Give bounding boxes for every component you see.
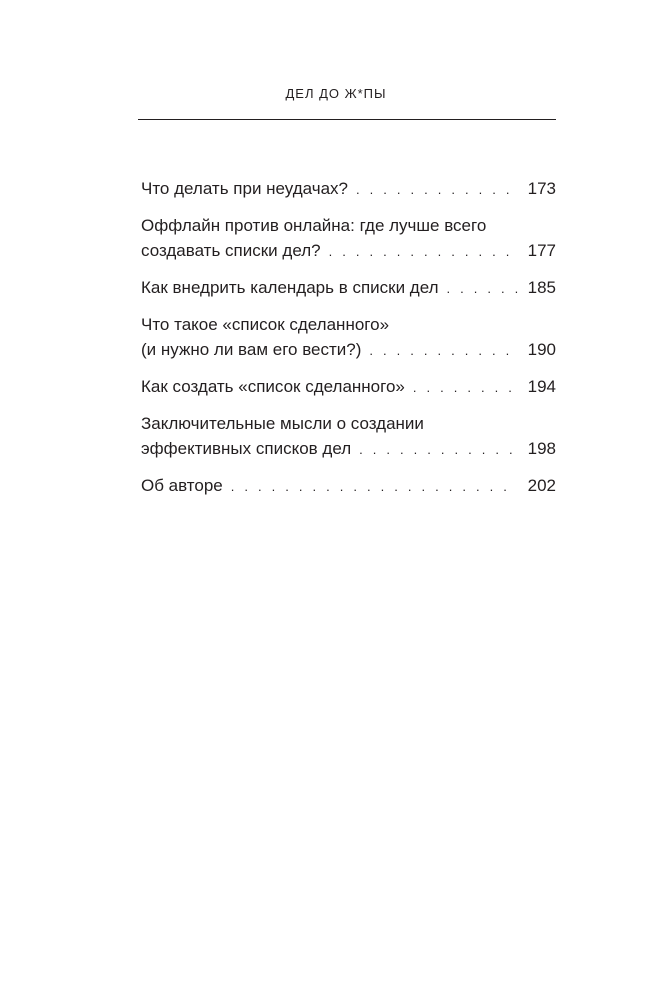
- toc-page-number: 198: [527, 439, 556, 458]
- toc-entry: [141, 473, 556, 499]
- dot-leader: [413, 375, 518, 400]
- toc-entry-title: Об авторе: [141, 476, 223, 495]
- toc-entry: [141, 411, 556, 462]
- toc-entry-title: Как создать «список сделанного»: [141, 377, 405, 396]
- toc-entry-line: [141, 337, 556, 363]
- toc-entry-title-cont: (и нужно ли вам его вести?): [141, 340, 362, 359]
- toc-entry-title: Как внедрить календарь в списки дел: [141, 278, 439, 297]
- dot-leader: [356, 177, 518, 202]
- toc-entry-title: Что делать при неудачах?: [141, 179, 349, 198]
- toc-page-number: 177: [527, 241, 556, 260]
- toc-entry: [141, 213, 556, 264]
- dot-leader: [369, 338, 517, 363]
- running-head: ДЕЛ ДО Ж*ПЫ: [285, 86, 387, 101]
- toc-entry-title-cont: эффективных списков дел: [141, 439, 352, 458]
- toc-page-number: 185: [527, 278, 556, 297]
- toc-entry-title-cont: создавать списки дел?: [141, 241, 321, 260]
- toc-entry-line: [141, 176, 556, 202]
- toc-entry: [141, 312, 556, 363]
- toc-page-number: 190: [527, 340, 556, 359]
- toc-entry-line: [141, 436, 556, 462]
- toc-entry: [141, 374, 556, 400]
- dot-leader: [359, 437, 517, 462]
- toc-page-number: 202: [527, 476, 556, 495]
- toc-entry-title: Что такое «список сделанного»: [141, 315, 390, 334]
- toc-entry-line: [141, 275, 556, 301]
- toc-entry-title: Заключительные мысли о создании: [141, 414, 424, 433]
- dot-leader: [329, 239, 518, 264]
- toc-page-number: 194: [527, 377, 556, 396]
- header-rule: [138, 119, 556, 120]
- toc-entry: [141, 275, 556, 301]
- table-of-contents: [141, 176, 556, 499]
- dot-leader: [447, 276, 518, 301]
- toc-entry-line: [141, 374, 556, 400]
- toc-page-number: 173: [527, 179, 556, 198]
- dot-leader: [231, 474, 518, 499]
- toc-entry: [141, 176, 556, 202]
- toc-entry-title: Оффлайн против онлайна: где лучше всего: [141, 216, 487, 235]
- toc-entry-line: [141, 473, 556, 499]
- toc-entry-line: [141, 238, 556, 264]
